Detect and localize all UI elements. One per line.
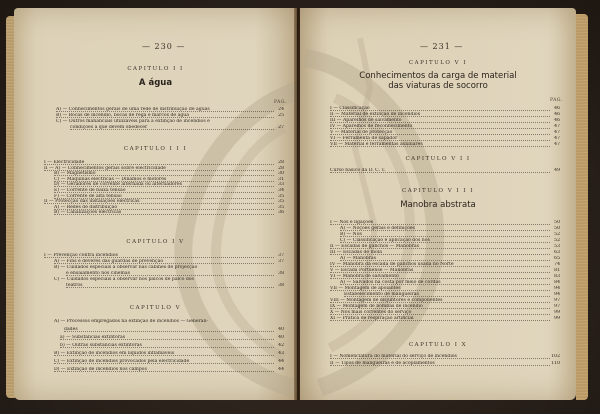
toc-entry — [330, 168, 560, 174]
toc-entry — [70, 125, 284, 131]
chapter-heading: CAPITULO I I I — [123, 146, 188, 152]
toc-entry-page: 99 — [554, 310, 560, 315]
toc-entry-label: D) — Geradores de corrente alternada ou alternadores — [54, 182, 182, 188]
toc-entry-page: 49 — [554, 168, 560, 173]
toc-entry-page: 30 — [278, 171, 284, 177]
toc-entry-label: C) — Máquinas eléctricas — Dínamos e motores — [54, 176, 167, 182]
toc-entry-label: A) — Salvados na costa por meio de cordas — [340, 280, 441, 285]
toc-entry-page: 40 — [278, 335, 284, 340]
toc-entry-label: B) — Canalizações eléctricas — [54, 210, 122, 216]
toc-entry-page: 33 — [278, 182, 284, 188]
right-page-edges — [576, 14, 588, 400]
toc-entry-page: 52 — [554, 238, 560, 243]
toc-entry-label: V — Material de protecção — [330, 130, 393, 135]
toc-entry-page: 35 — [278, 199, 284, 205]
leader-dots — [340, 236, 550, 237]
toc-entry-page: 63 — [554, 250, 560, 255]
pag-label: PAG. — [550, 98, 563, 103]
chapter-title: A água — [138, 78, 173, 88]
chapter-heading: CAPITULO I I — [127, 66, 184, 72]
toc-entry-label: V — Escada Portuense — Manobras — [330, 268, 414, 273]
toc-entry-page: 44 — [278, 359, 284, 364]
page-number: — 231 — — [420, 42, 464, 51]
toc-entry-page: 37 — [278, 259, 284, 264]
toc-entry-label: A) — Rêdes de distribuição — [54, 204, 118, 210]
toc-entry-label: II — Escadas de ganchos — Manobras — [330, 244, 419, 249]
toc-entry-label: I — Classificação — [330, 106, 370, 111]
toc-entry — [54, 367, 284, 373]
pag-label: PAG. — [274, 100, 287, 105]
toc-entry-page: 34 — [278, 188, 284, 193]
toc-entry-page: 46 — [554, 106, 560, 111]
toc-entry — [60, 335, 284, 341]
toc-entry-page: 47 — [554, 124, 560, 129]
toc-entry-label: I — Nós e ligações — [330, 220, 374, 225]
toc-entry-page: 38 — [278, 283, 284, 288]
toc-entry-label: VI — Manobra de salvamento — [330, 274, 399, 279]
chapter-title: Manobra abstrata — [400, 200, 476, 210]
toc-entry-label: C) — Extinção de incêndios provocados pela electricidade — [54, 359, 190, 364]
toc-entry-page: 46 — [554, 112, 560, 117]
leader-dots — [64, 331, 274, 332]
toc-entry-label: III — Escadas de mola — [330, 250, 382, 255]
toc-entry-page: 43 — [278, 351, 284, 356]
toc-entry-page: 53 — [554, 244, 560, 249]
chapter-heading: CAPITULO V I I — [405, 156, 471, 162]
toc-entry-label: condições a que devem obedecer — [70, 125, 148, 130]
toc-entry-label: Estabelecimento de mangueiras — [344, 292, 419, 297]
toc-entry-label: b) — Outras substâncias extintoras — [60, 343, 142, 348]
chapter-heading: CAPITULO V — [129, 305, 182, 311]
toc-entry-page: 31 — [278, 176, 284, 182]
toc-entry-page: 28 — [278, 160, 284, 165]
toc-entry-label: dades — [64, 327, 78, 332]
toc-entry-label: I — Prevenção contra incêndios — [44, 253, 118, 258]
toc-entry-label: E) — Corrente de baixa tensão — [54, 188, 126, 193]
toc-entry-page: 44 — [278, 367, 284, 372]
chapter-heading: CAPITULO I V — [126, 239, 185, 245]
toc-entry-label: I — Nomenclatura do material do serviço de incêndios — [330, 354, 457, 359]
toc-entry-label: II — Material de extinção de incêndios — [330, 112, 421, 117]
toc-entry — [330, 354, 560, 360]
toc-entry — [54, 351, 284, 357]
toc-entry-label: IV — Aparelhos de reconhecimento — [330, 124, 413, 129]
toc-entry-label: B) — Magnetismo — [54, 171, 96, 177]
toc-entry — [54, 319, 284, 325]
toc-entry-label: A) — Noções gerais e definições — [340, 226, 415, 231]
toc-entry-page: 99 — [554, 316, 560, 321]
toc-entry — [54, 210, 284, 216]
toc-entry-label: C) — Outros mananciais utilizáveis para a extinção de incêndios e — [56, 119, 210, 124]
toc-entry-page: 38 — [278, 271, 284, 276]
toc-entry-page: 47 — [554, 130, 560, 135]
toc-entry-label: A) — Processos empregados na extinção de incêndios — Generali- — [54, 319, 209, 324]
toc-entry-label: A) — Conhecimentos gerais de uma rêde de distribuição de águas — [56, 107, 210, 112]
chapter-heading: CAPITULO I X — [408, 342, 468, 348]
toc-entry-page: 42 — [278, 343, 284, 348]
toc-entry-label: III — Aparelhos de salvamento — [330, 118, 402, 123]
toc-entry-page: 25 — [278, 113, 284, 118]
toc-entry-page: 94 — [554, 292, 560, 297]
toc-entry-page: 102 — [551, 354, 560, 359]
toc-entry-page: 24 — [278, 107, 284, 112]
toc-entry — [64, 327, 284, 333]
toc-entry-label: II — Tipos de mangueiras e de acoplamentos — [330, 361, 435, 366]
toc-entry-label: I — Electricidade — [44, 160, 85, 165]
toc-entry-page: 47 — [554, 142, 560, 147]
toc-entry-page: 47 — [554, 136, 560, 141]
toc-entry-label: B) — Nós — [340, 232, 362, 237]
toc-entry — [330, 142, 560, 148]
toc-entry-label: A) — Fins e deveres das guardas de prevenção — [54, 259, 164, 264]
toc-entry-label: IV — Manobra da escada de ganchos usada no Norte — [330, 262, 454, 267]
toc-entry-page: 27 — [278, 125, 284, 130]
toc-entry-page: 81 — [554, 268, 560, 273]
toc-entry-label: XI — Prática de respiração artificial — [330, 316, 414, 321]
toc-entry-label: A) — Manobras — [340, 256, 377, 261]
toc-entry — [330, 361, 560, 367]
toc-entry-page: 40 — [278, 327, 284, 332]
leader-dots — [66, 287, 274, 288]
toc-entry-page: 97 — [554, 298, 560, 303]
toc-entry-page: 46 — [554, 118, 560, 123]
toc-entry-label: F) — Corrente de alta tensão — [54, 193, 122, 199]
toc-entry-label: B) — Extinção de incêndios em líquidos inflamáveis — [54, 351, 175, 356]
toc-entry-label: X — Nós mais correntes do serviço — [330, 310, 412, 315]
left-page — [14, 8, 297, 400]
toc-entry-label: a) — Substâncias extintoras — [60, 335, 126, 340]
toc-entry-label: II — A) — Conhecimentos gerais sôbre electricidade — [44, 165, 166, 171]
toc-entry-label: D) — Extinção de incêndios nos campos — [54, 367, 147, 372]
toc-entry-page: 36 — [278, 210, 284, 216]
toc-entry-page: 83 — [554, 274, 560, 279]
chapter-heading: CAPITULO V I — [408, 60, 468, 66]
toc-entry-page: 35 — [278, 204, 284, 210]
toc-entry-label: B) — Cuidados especiais a observar nas cabines de projecção — [54, 265, 198, 270]
chapter-title-line2: das viaturas de socorro — [388, 81, 488, 91]
toc-entry-page: 65 — [554, 256, 560, 261]
toc-entry-page: 52 — [554, 232, 560, 237]
right-page — [300, 8, 576, 400]
toc-entry-label: VII — Material e ferramentas auxiliares — [330, 142, 423, 147]
toc-entry-label: IX — Montagem de bombas de incêndio — [330, 304, 423, 309]
toc-entry-label: Curso básico da D. C. T. — [330, 168, 386, 173]
toc-entry-page: 35 — [278, 193, 284, 199]
toc-entry-label: e ensaiamento nos cinemas — [66, 271, 130, 276]
toc-entry-page: 74 — [554, 262, 560, 267]
toc-entry-label: C) — Classificação e aplicação dos nós — [340, 238, 430, 243]
toc-entry-page: 50 — [554, 226, 560, 231]
toc-entry-label: teatros — [66, 283, 83, 288]
toc-entry — [54, 359, 284, 365]
toc-entry — [66, 283, 284, 289]
toc-entry-page: 97 — [554, 304, 560, 309]
chapter-title-line1: Conhecimentos da carga de material — [359, 71, 517, 81]
toc-entry-page: 110 — [551, 361, 560, 366]
toc-entry-page: 37 — [278, 253, 284, 258]
toc-entry-label: VI — Ferramenta de sapador — [330, 136, 398, 141]
toc-entry-label: II — Protecção das instalações eléctricas — [44, 199, 140, 205]
toc-entry-label: C) — Cuidados especiais a observar nos palcos de palco dos — [54, 277, 194, 282]
toc-entry-page: 94 — [554, 286, 560, 291]
toc-entry-page: 84 — [554, 280, 560, 285]
toc-entry-label: B) — Bocas de incêndio, bocas de rega e marcos de água — [56, 113, 189, 118]
toc-entry — [330, 316, 560, 322]
toc-entry-label: VIII — Montagem de disjuntores e componentes — [330, 298, 443, 303]
chapter-heading: CAPITULO V I I I — [401, 188, 474, 194]
toc-entry-page: 28 — [278, 165, 284, 171]
toc-entry-page: 50 — [554, 220, 560, 225]
page-number: — 230 — — [142, 42, 186, 51]
toc-entry-label: VII — Montagem de apoiantes — [330, 286, 401, 291]
toc-entry — [60, 343, 284, 349]
